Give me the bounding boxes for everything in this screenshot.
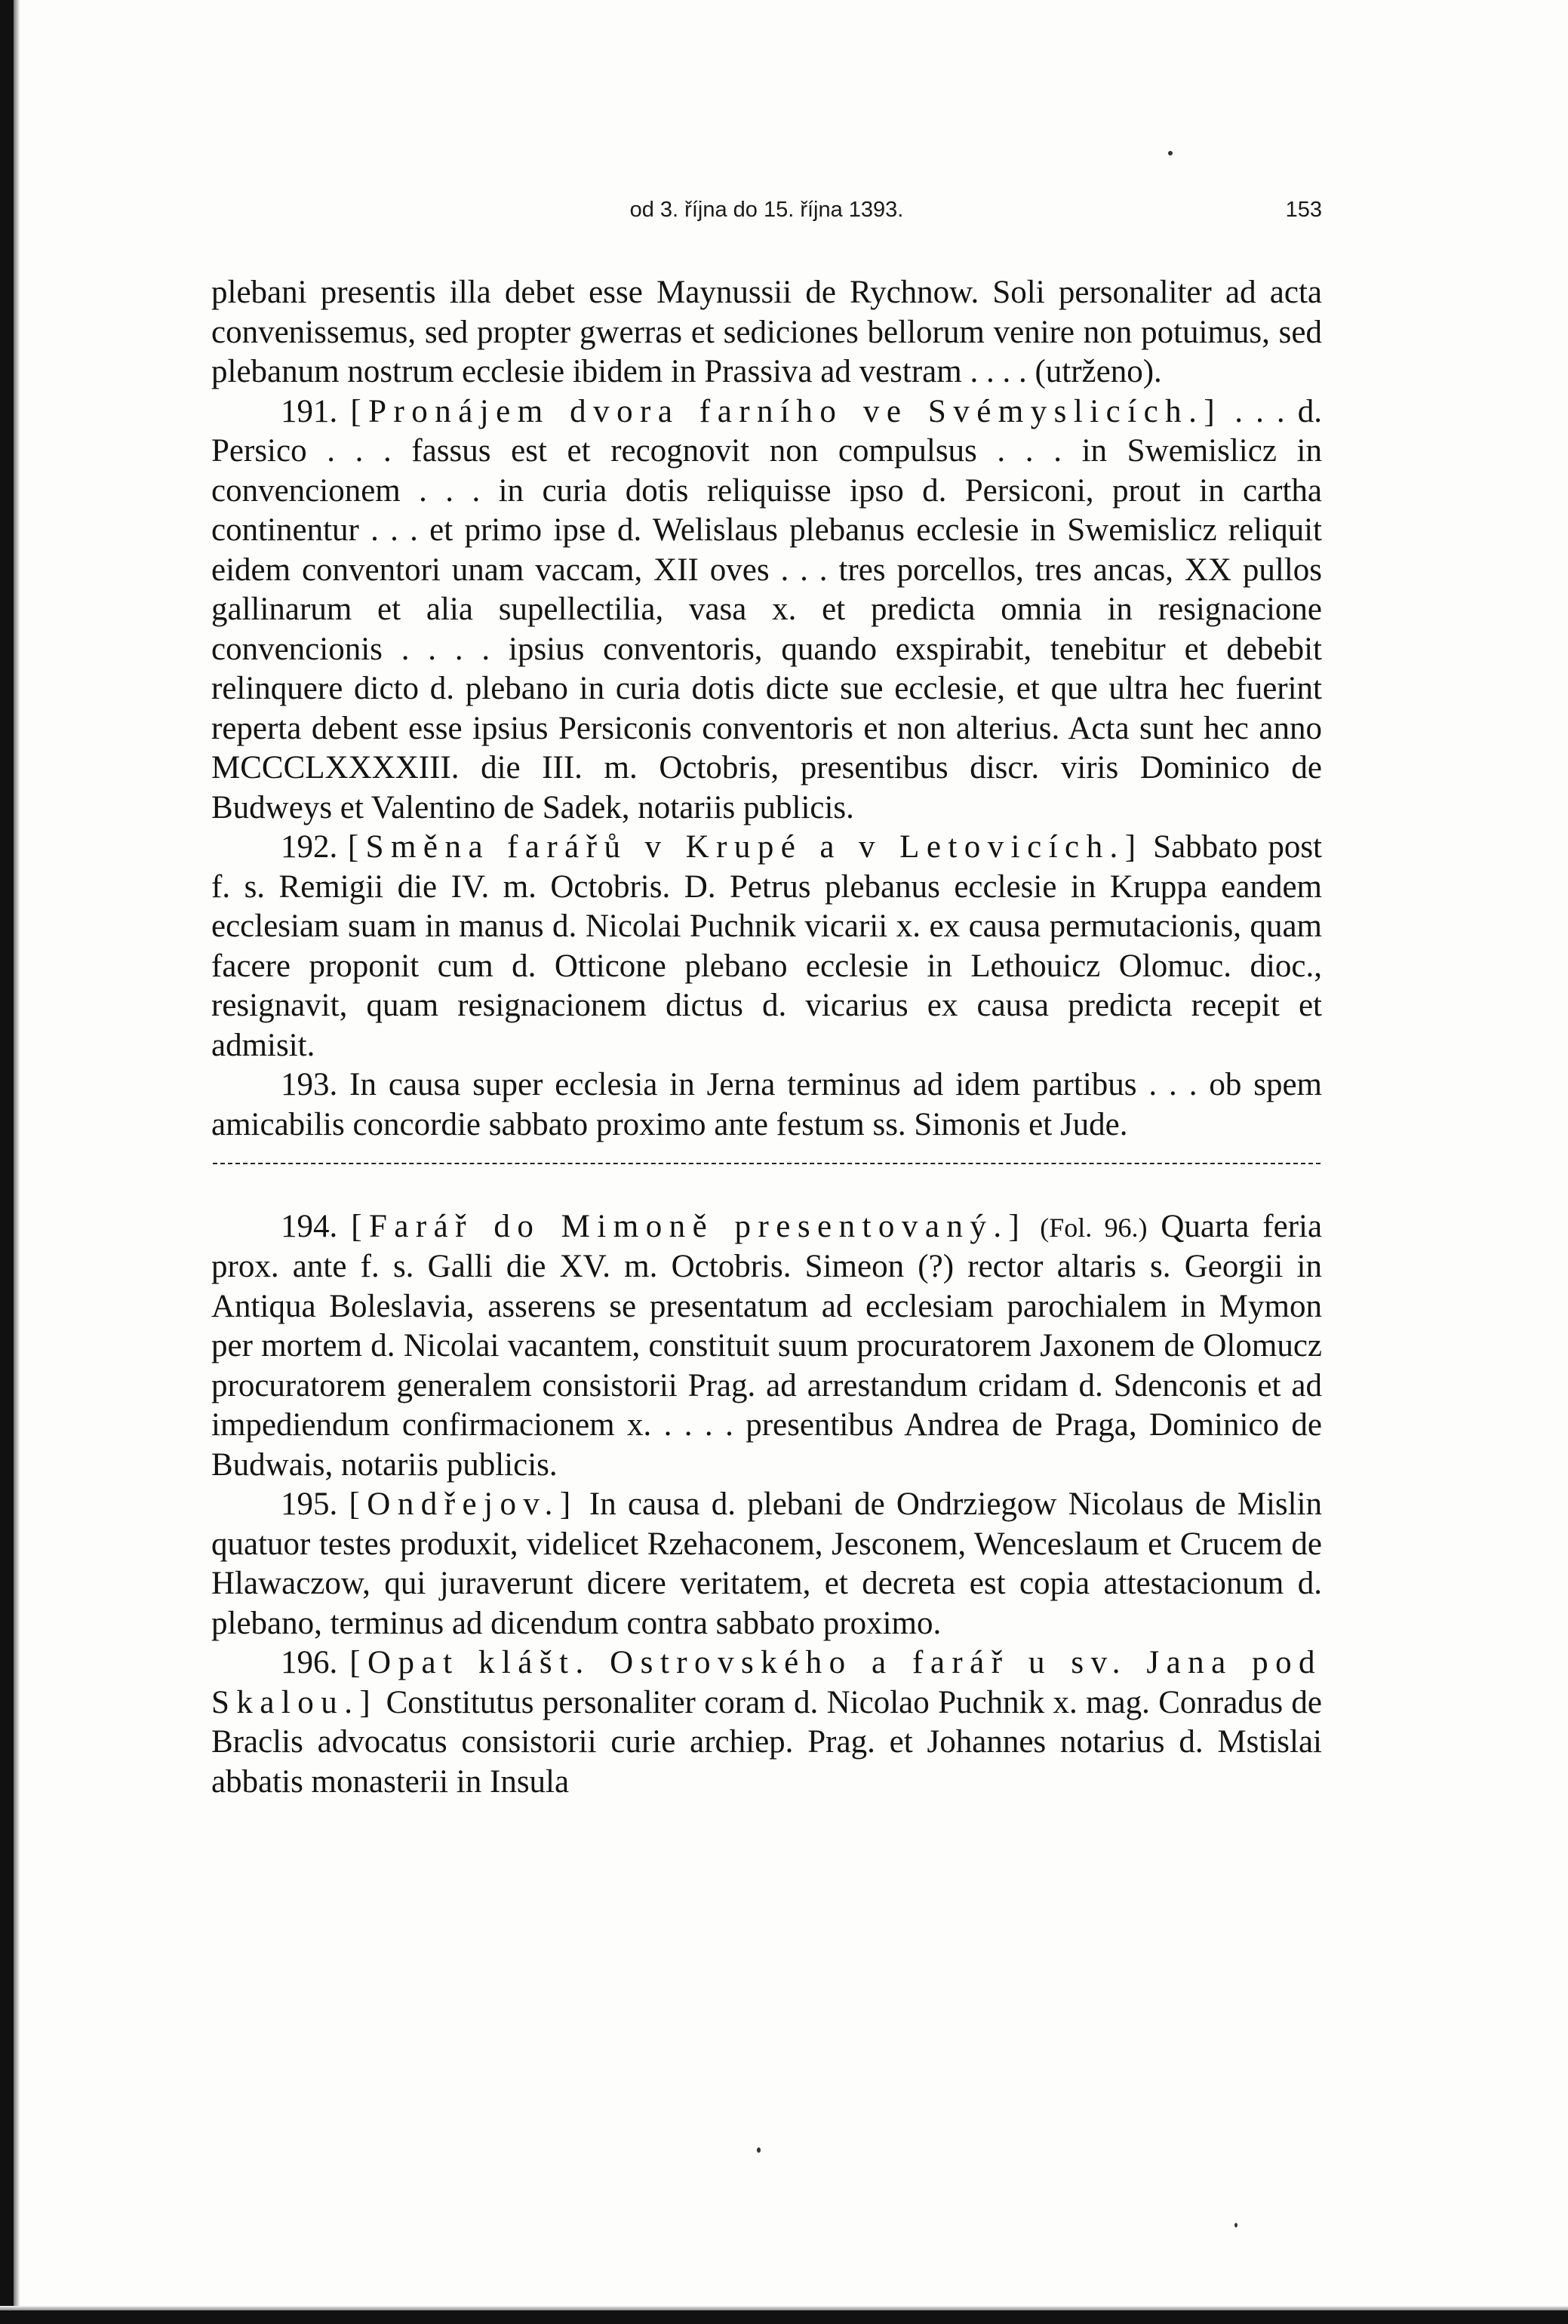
running-header (211, 193, 1322, 228)
scan-speck (757, 2147, 761, 2153)
entry-text: . . . d. Persico . . . fassus est et recognovit non compulsus . . . in Swemislicz in convencionem . . . in curia dotis reliquisse ipso d. Persiconi, prout in cartha continentur . . . et primo ipse d. Welislaus plebanus ecclesie in Swemislicz reliquit eidem conventori unam vaccam, XII oves . . . tres porcellos, tres ancas, XX pullos gallinarum et alia supellectilia, vasa x. et predicta omnia in resignacione convencionis . . . . ipsius conventoris, quando exspirabit, tenebitur et debebit relinquere dicto d. plebano in curia dotis dicte sue ecclesie, et que ultra hec fuerint reperta debent esse ipsius Persiconis conventoris et non alterius. Acta sunt hec anno MCCCLXXXXIII. die III. m. Octobris, presentibus discr. viris Dominico de Budweys et Valentino de Sadek, notariis publicis. (211, 393, 1322, 825)
entry-193 (211, 1065, 1322, 1145)
entry-191 (211, 392, 1322, 828)
section-gap (211, 1185, 1322, 1207)
entry-196 (211, 1643, 1322, 1802)
folio-reference: (Fol. 96.) (1040, 1212, 1148, 1243)
page-number: 153 (1285, 198, 1322, 222)
entry-title: [Farář do Mimoně presentovaný.] (351, 1208, 1027, 1244)
entry-195 (211, 1485, 1322, 1643)
entry-192 (211, 828, 1322, 1065)
entry-title: [Směna farářů v Krupé a v Letovicích.] (347, 829, 1143, 865)
entry-number: 194. (281, 1208, 338, 1244)
entry-number: 196. (281, 1645, 338, 1680)
entry-text: Constitutus personaliter coram d. Nicolao Puchnik x. mag. Conradus de Braclis advocatus consistorii curie archiep. Prag. et Johannes notarius d. Mstislai abbatis monasterii in Insula (211, 1684, 1323, 1800)
body-text (211, 273, 1322, 1802)
entry-194 (211, 1207, 1322, 1486)
page-edge-left-shadow (14, 0, 20, 2324)
running-title: od 3. října do 15. října 1393. (629, 198, 904, 222)
entry-text: In causa d. plebani de Ondrziegow Nicolaus de Mislin quatuor testes produxit, videlicet Rzehaconem, Jesconem, Wenceslaum et Crucem de Hlawaczow, qui juraverunt dicere veritatem, et decreta est copia attestacionum d. plebano, terminus ad dicendum contra sabbato proximo. (211, 1486, 1323, 1641)
scan-speck (1168, 151, 1173, 155)
page-edge-bottom-shadow (0, 2306, 1568, 2310)
entry-number: 193. (281, 1067, 338, 1102)
entry-title: [Pronájem dvora farního ve Svémyslicích.] (350, 393, 1222, 429)
entry-number: 191. (281, 393, 338, 429)
entry-text: Sabbato post f. s. Remigii die IV. m. Octobris. D. Petrus plebanus ecclesie in Kruppa eandem ecclesiam suam in manus d. Nicolai Puchnik vicarii x. ex causa permutacionis, quam facere proponit cum d. Otticone plebano ecclesie in Lethouicz Olomuc. dioc., resignavit, quam resignacionem dictus d. vicarius ex causa predicta recepit et admisit. (211, 829, 1323, 1063)
page-edge-left (0, 0, 14, 2324)
scan-speck (1234, 2223, 1237, 2227)
entry-text: Quarta feria prox. ante f. s. Galli die XV. m. Octobris. Simeon (?) rector altaris s. Georgii in Antiqua Boleslavia, asserens se presentatum ad ecclesiam parochialem in Mymon per mortem d. Nicolai vacantem, constituit suum procuratorem Jaxonem de Olomucz procuratorem generalem consistorii Prag. ad arrestandum cridam d. Sdenconis et ad impediendum confirmacionem x. . . . . presentibus Andrea de Praga, Dominico de Budwais, notariis publicis. (211, 1208, 1323, 1483)
entry-title: [Opat klášt. Ostrovského a farář u sv. Jana pod Skalou.] (211, 1645, 1323, 1720)
entry-title: [Ondřejov.] (349, 1486, 578, 1522)
paragraph-continued (211, 273, 1322, 392)
paragraph-text: plebani presentis illa debet esse Maynussii de Rychnow. Soli personaliter ad acta convenissemus, sed propter gwerras et sediciones bellorum venire non potuimus, sed plebanum nostrum ecclesie ibidem in Prassiva ad vestram . . . . (utrženo). (211, 275, 1322, 389)
dashed-separator (211, 1145, 1322, 1185)
entry-text: In causa super ecclesia in Jerna terminus ad idem partibus . . . ob spem amicabilis concordie sabbato proximo ante festum ss. Simonis et Jude. (211, 1067, 1323, 1142)
entry-number: 192. (281, 829, 338, 865)
entry-number: 195. (281, 1486, 338, 1522)
page-edge-bottom (0, 2310, 1568, 2324)
